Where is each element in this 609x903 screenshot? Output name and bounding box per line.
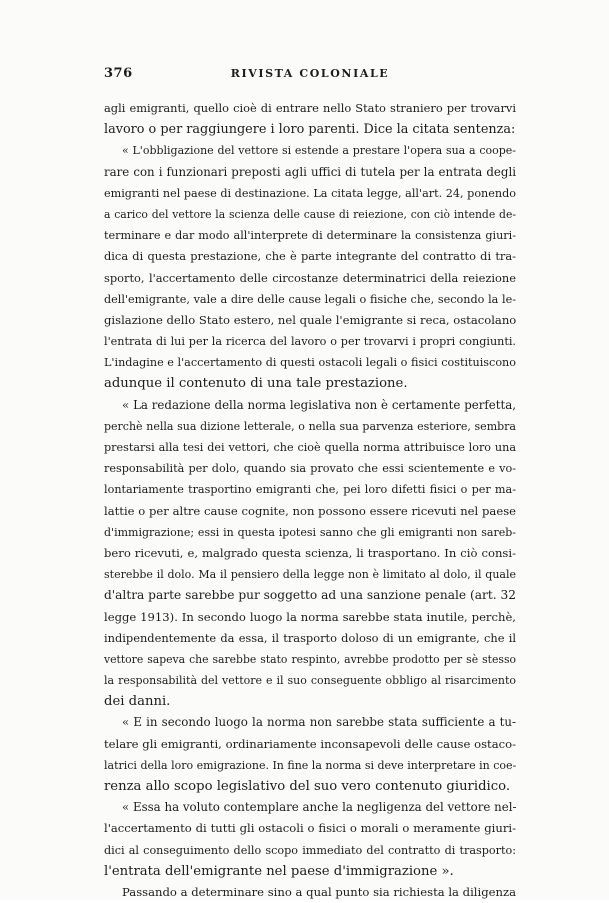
text-line: dici al conseguimento dello scopo immediato del contratto di trasporto: bbox=[104, 843, 516, 857]
text-line: l'accertamento di tutti gli ostacoli o fisici o morali o meramente giuri- bbox=[104, 821, 516, 836]
text-line: lavoro o per raggiungere i loro parenti. Dice la citata sentenza: bbox=[104, 122, 516, 138]
text-line: d'altra parte sarebbe pur soggetto ad una sanzione penale (art. 32 bbox=[104, 588, 516, 603]
text-line: a carico del vettore la scienza delle cause di reiezione, con ciò intende de- bbox=[104, 207, 516, 221]
text-line: emigranti nel paese di destinazione. La citata legge, all'art. 24, ponendo bbox=[104, 186, 516, 200]
text-line: d'immigrazione; essi in questa ipotesi sanno che gli emigranti non sareb- bbox=[104, 525, 516, 539]
text-line: Passando a determinare sino a qual punto sia richiesta la diligenza bbox=[122, 884, 516, 899]
text-line: perchè nella sua dizione letterale, o nella sua parvenza esteriore, sembra bbox=[104, 419, 516, 433]
text-line: sporto, l'accertamento delle circostanze determinatrici della reiezione bbox=[104, 270, 516, 285]
text-line: agli emigranti, quello cioè di entrare nello Stato straniero per trovarvi bbox=[104, 101, 516, 115]
text-line: l'entrata dell'emigrante nel paese d'immigrazione ». bbox=[104, 863, 454, 879]
text-line: indipendentemente da essa, il trasporto doloso di un emigrante, che il bbox=[104, 630, 516, 645]
text-line: l'entrata di lui per la ricerca del lavoro o per trovarvi i propri congiunti. bbox=[104, 335, 516, 349]
text-line: lontariamente trasportino emigranti che, pei loro difetti fisici o per ma- bbox=[104, 483, 516, 497]
text-line: dica di questa prestazione, che è parte integrante del contratto di tra- bbox=[104, 249, 516, 264]
text-line: legge 1913). In secondo luogo la norma sarebbe stata inutile, perchè, bbox=[104, 609, 516, 624]
text-line: dell'emigrante, vale a dire delle cause legali o fisiche che, secondo la le- bbox=[104, 292, 516, 306]
text-line: rare con i funzionari preposti agli uffici di tutela per la entrata degli bbox=[104, 164, 516, 179]
text-line: vettore sapeva che sarebbe stato respinto, avrebbe prodotto per sè stesso bbox=[104, 652, 516, 666]
text-line: « L'obbligazione del vettore si estende a prestare l'opera sua a coope- bbox=[122, 144, 516, 158]
text-line: lattie o per altre cause cognite, non possono essere ricevuti nel paese bbox=[104, 503, 516, 518]
text-line: adunque il contenuto di una tale prestazione. bbox=[104, 376, 408, 392]
text-line: « La redazione della norma legislativa non è certamente perfetta, bbox=[122, 397, 516, 412]
text-line: bero ricevuti, e, malgrado questa scienza, li trasportano. In ciò consi- bbox=[104, 545, 516, 560]
text-line: latrici della loro emigrazione. In fine la norma si deve interpretare in coe- bbox=[104, 758, 517, 772]
text-line: sterebbe il dolo. Ma il pensiero della legge non è limitato al dolo, il quale bbox=[104, 568, 516, 582]
text-line: la responsabilità del vettore e il suo conseguente obbligo al risarcimento bbox=[104, 674, 516, 688]
page-header bbox=[104, 66, 516, 84]
running-title: RIVISTA COLONIALE bbox=[230, 67, 390, 80]
text-line: gislazione dello Stato estero, nel quale l'emigrante si reca, ostacolano bbox=[104, 312, 517, 327]
text-line: « Essa ha voluto contemplare anche la negligenza del vettore nel- bbox=[122, 800, 517, 815]
text-line: telare gli emigranti, ordinariamente inconsapevoli delle cause ostaco- bbox=[104, 736, 516, 751]
page-number: 376 bbox=[104, 66, 133, 81]
text-line: L'indagine e l'accertamento di questi ostacoli legali o fisici costituiscono bbox=[104, 356, 516, 370]
text-line: « E in secondo luogo la norma non sarebbe stata sufficiente a tu- bbox=[122, 715, 516, 730]
text-line: prestarsi alla tesi dei vettori, che cioè quella norma attribuisce loro una bbox=[104, 441, 516, 454]
text-line: terminare e dar modo all'interprete di determinare la consistenza giuri- bbox=[104, 229, 516, 243]
text-line: responsabilità per dolo, quando sia provato che essi scientemente e vo- bbox=[104, 462, 516, 476]
text-line: dei danni. bbox=[104, 694, 171, 710]
body-text bbox=[104, 98, 516, 903]
text-line: renza allo scopo legislativo del suo vero contenuto giuridico. bbox=[104, 779, 511, 794]
